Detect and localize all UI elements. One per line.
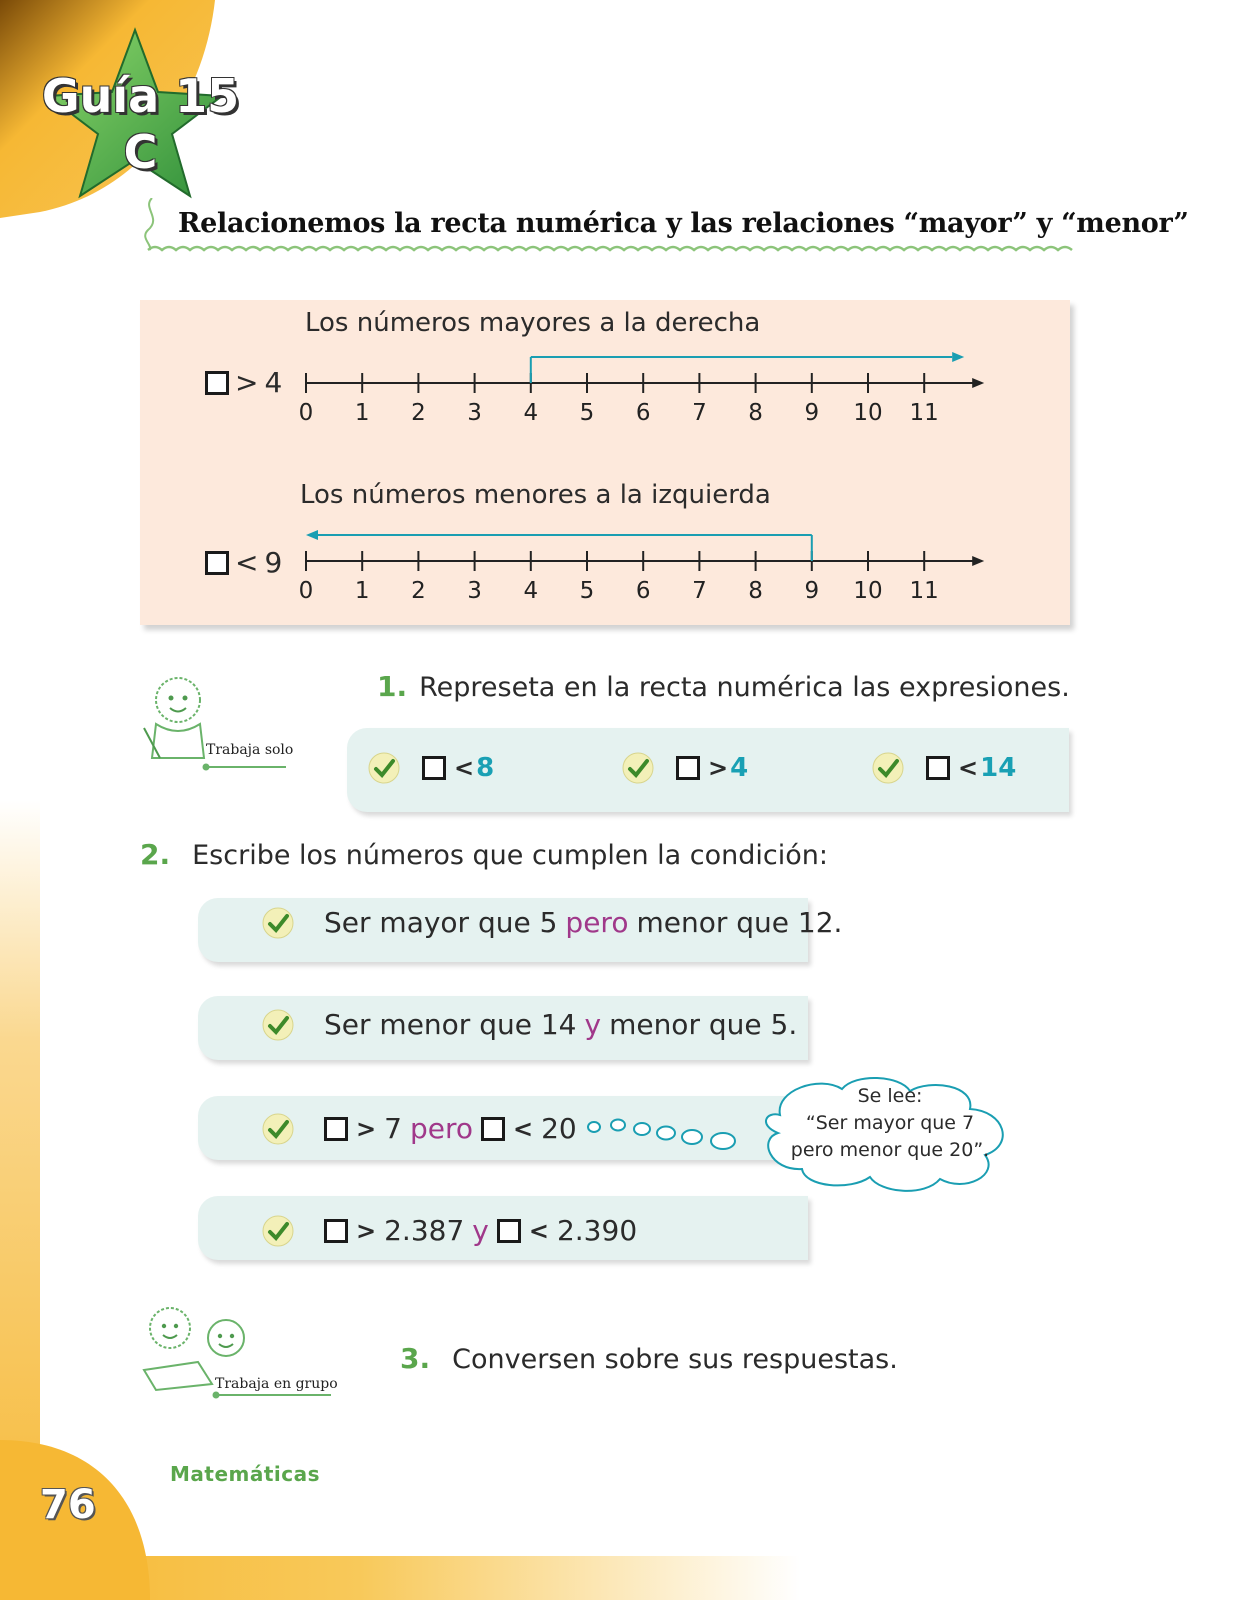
task2-a-post: menor que 12. bbox=[636, 906, 843, 939]
answer-box[interactable] bbox=[324, 1219, 348, 1243]
tick-label: 9 bbox=[804, 400, 820, 426]
number-line-less-labels bbox=[290, 578, 1010, 610]
task3-instruction bbox=[400, 1342, 898, 1375]
less-value: 9 bbox=[264, 546, 283, 579]
checkmark-icon bbox=[262, 1113, 294, 1145]
tick-label: 0 bbox=[298, 578, 314, 604]
guide-letter: C bbox=[123, 125, 158, 179]
tick-label: 6 bbox=[635, 578, 651, 604]
guide-title: Guía 15 bbox=[41, 69, 240, 123]
footer-subject: Matemáticas bbox=[170, 1462, 321, 1486]
task1-item-2-value: 4 bbox=[730, 753, 749, 783]
checkmark-icon bbox=[262, 1215, 294, 1247]
task1-number: 1. bbox=[377, 670, 408, 703]
answer-box[interactable] bbox=[481, 1117, 505, 1141]
tick-label: 1 bbox=[354, 400, 370, 426]
tick-label: 6 bbox=[635, 400, 651, 426]
task2-a-conj: pero bbox=[565, 906, 629, 939]
bubble-line-3: pero menor que 20”. bbox=[790, 1139, 990, 1161]
tick-label: 3 bbox=[467, 400, 482, 426]
empty-box-icon bbox=[205, 371, 229, 395]
task2-item-c bbox=[262, 1112, 577, 1145]
answer-box[interactable] bbox=[422, 756, 446, 780]
greater-expression bbox=[205, 366, 282, 399]
task2-d-val1: 2.387 bbox=[384, 1214, 465, 1247]
task2-number: 2. bbox=[140, 838, 171, 871]
task2-a-pre: Ser mayor que 5 bbox=[324, 906, 558, 939]
number-line-less bbox=[290, 520, 1010, 580]
work-alone-underline bbox=[200, 762, 290, 772]
task2-b-conj: y bbox=[584, 1008, 602, 1041]
task1-item-3-operator: < bbox=[958, 754, 979, 782]
tick-label: 2 bbox=[411, 578, 426, 604]
work-group-underline bbox=[210, 1390, 335, 1400]
task2-item-d bbox=[262, 1214, 637, 1247]
task2-item-a bbox=[262, 906, 842, 939]
section-heading: Relacionemos la recta numérica y las relaciones “mayor” y “menor” bbox=[178, 208, 1189, 239]
answer-box[interactable] bbox=[324, 1117, 348, 1141]
less-expression bbox=[205, 546, 282, 579]
greater-value: 4 bbox=[264, 366, 283, 399]
range-arrowhead bbox=[306, 530, 318, 540]
task1-text: Represeta en la recta numérica las expresiones. bbox=[419, 672, 1070, 703]
checkmark-icon bbox=[872, 752, 904, 784]
task1-item-2-operator: > bbox=[708, 754, 729, 782]
task2-c-op2: < bbox=[512, 1114, 534, 1143]
task2-c-val1: 7 bbox=[384, 1112, 402, 1145]
axis-arrowhead bbox=[972, 378, 984, 388]
task1-item-1-operator: < bbox=[454, 754, 475, 782]
tick-label: 7 bbox=[692, 400, 707, 426]
bubble-line-2: “Ser mayor que 7 bbox=[805, 1112, 975, 1134]
task2-d-conj: y bbox=[472, 1214, 489, 1247]
tick-label: 2 bbox=[411, 400, 426, 426]
range-arrowhead bbox=[952, 352, 964, 362]
tick-label: 11 bbox=[909, 578, 939, 604]
greater-operator: > bbox=[235, 366, 259, 399]
task2-text: Escribe los números que cumplen la condición: bbox=[192, 840, 828, 871]
bubble-line-1: Se lee: bbox=[857, 1085, 923, 1107]
task2-instruction bbox=[140, 838, 828, 871]
checkmark-icon bbox=[262, 907, 294, 939]
task2-c-conj: pero bbox=[409, 1112, 473, 1145]
task2-c-val2: 20 bbox=[541, 1112, 577, 1145]
tick-label: 4 bbox=[523, 578, 539, 604]
tick-label: 3 bbox=[467, 578, 482, 604]
number-line-greater-labels bbox=[290, 400, 1010, 432]
task2-item-b bbox=[262, 1008, 797, 1041]
answer-box[interactable] bbox=[926, 756, 950, 780]
task2-d-op1: > bbox=[356, 1216, 377, 1245]
task2-d-val2: 2.390 bbox=[556, 1214, 638, 1247]
greater-caption: Los números mayores a la derecha bbox=[305, 308, 761, 338]
axis-arrowhead bbox=[972, 556, 984, 566]
checkmark-icon bbox=[368, 752, 400, 784]
task2-b-post: menor que 5. bbox=[609, 1008, 798, 1041]
empty-box-icon bbox=[205, 551, 229, 575]
task3-text: Conversen sobre sus respuestas. bbox=[452, 1344, 898, 1375]
thought-bubble-text bbox=[780, 1083, 1000, 1164]
tick-label: 1 bbox=[354, 578, 370, 604]
tick-label: 5 bbox=[579, 400, 595, 426]
work-group-label: Trabaja en grupo bbox=[215, 1376, 338, 1392]
tick-label: 0 bbox=[298, 400, 314, 426]
tick-label: 7 bbox=[692, 578, 707, 604]
tick-label: 5 bbox=[579, 578, 595, 604]
task2-c-op1: > bbox=[356, 1114, 377, 1143]
number-line-greater bbox=[290, 340, 1010, 400]
task1-item-3 bbox=[872, 752, 1016, 784]
tick-label: 10 bbox=[853, 578, 883, 604]
task1-item-1-value: 8 bbox=[476, 753, 495, 783]
answer-box[interactable] bbox=[676, 756, 700, 780]
tick-label: 9 bbox=[804, 578, 820, 604]
task1-instruction bbox=[377, 670, 1070, 703]
tick-label: 8 bbox=[748, 400, 763, 426]
work-alone-label: Trabaja solo bbox=[206, 742, 294, 758]
tick-label: 10 bbox=[853, 400, 883, 426]
less-caption: Los números menores a la izquierda bbox=[300, 480, 771, 510]
tick-label: 4 bbox=[523, 400, 539, 426]
task2-d-op2: < bbox=[528, 1216, 549, 1245]
page-number: 76 bbox=[40, 1482, 96, 1528]
task1-item-2 bbox=[622, 752, 748, 784]
answer-box[interactable] bbox=[497, 1219, 521, 1243]
task1-item-3-value: 14 bbox=[980, 753, 1017, 783]
task2-b-pre: Ser menor que 14 bbox=[324, 1008, 577, 1041]
checkmark-icon bbox=[622, 752, 654, 784]
checkmark-icon bbox=[262, 1009, 294, 1041]
less-operator: < bbox=[235, 546, 259, 579]
task1-item-1 bbox=[368, 752, 494, 784]
tick-label: 11 bbox=[909, 400, 939, 426]
task3-number: 3. bbox=[400, 1342, 431, 1375]
tick-label: 8 bbox=[748, 578, 763, 604]
